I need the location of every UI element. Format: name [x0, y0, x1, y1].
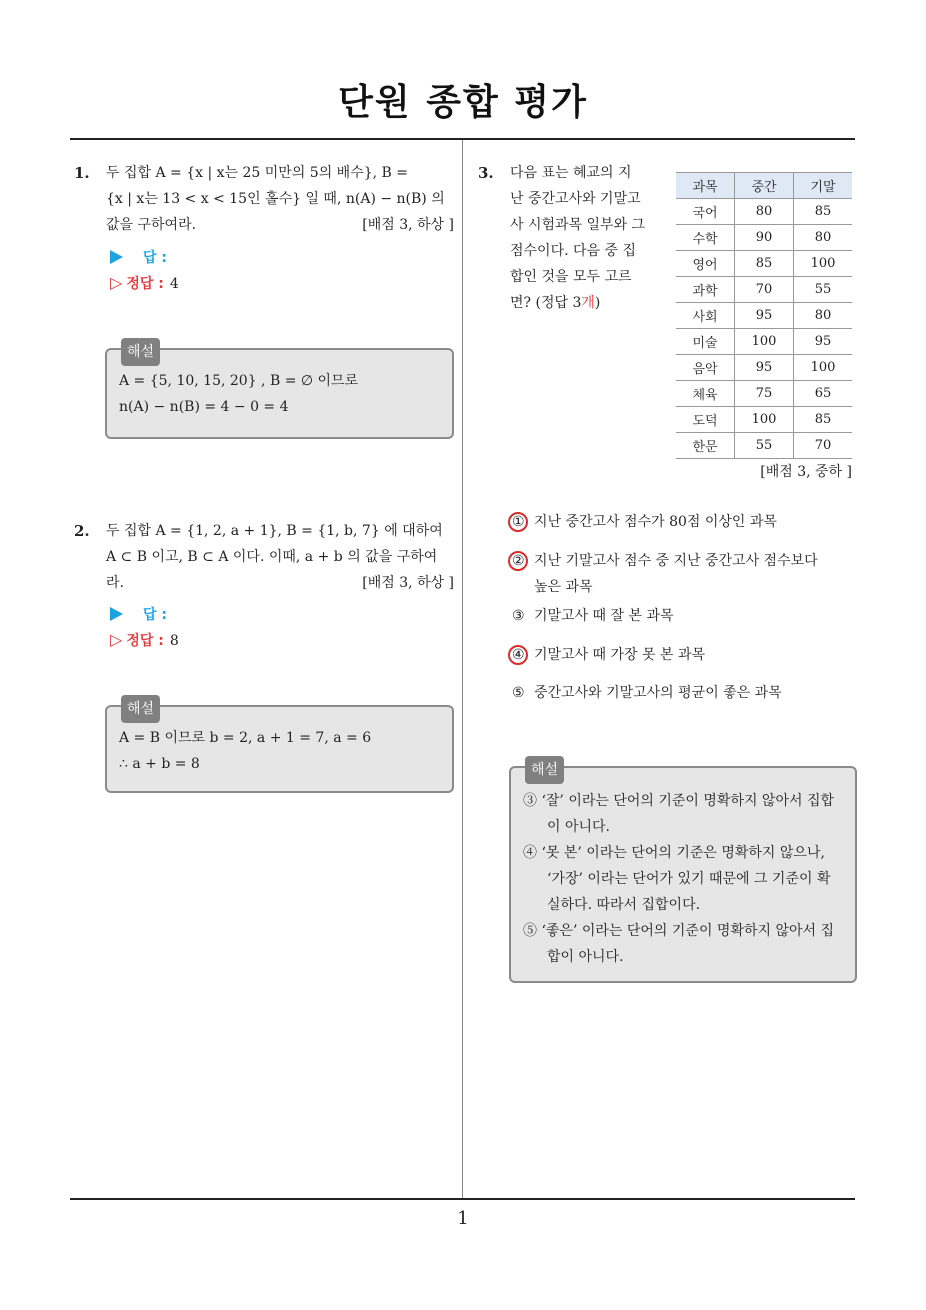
- table-cell: 85: [794, 199, 853, 225]
- table-row: [676, 251, 852, 277]
- choice-text: 지난 중간고사 점수가 80점 이상인 과목: [534, 514, 777, 530]
- table-cell: 75: [735, 381, 794, 407]
- solution-tag: 해설: [121, 338, 160, 366]
- play-icon: [110, 607, 123, 621]
- solution-tag: 해설: [525, 756, 564, 784]
- choice-mark: ④: [512, 642, 534, 668]
- problem-3-line: 사 시험과목 일부와 그: [510, 217, 646, 233]
- solution-item: ③ ‘잘’ 이라는 단어의 기준이 명확하지 않아서 집합이 아니다.: [523, 793, 835, 835]
- table-cell: 70: [794, 433, 853, 459]
- problem-3-meta: [배점 3, 중하 ]: [760, 464, 852, 480]
- problem-2-line: 두 집합 A = {1, 2, a + 1}, B = {1, b, 7} 에 대하여: [106, 523, 443, 539]
- problem-1-number: 1.: [74, 164, 90, 182]
- column-divider: [462, 140, 463, 1198]
- table-cell: 영어: [676, 251, 735, 277]
- problem-2-solution: [105, 701, 454, 793]
- choice-3[interactable]: [512, 603, 674, 629]
- problem-2-text: [106, 518, 454, 596]
- table-cell: 95: [735, 355, 794, 381]
- choice-5[interactable]: [512, 680, 782, 706]
- answer-label: 답 :: [143, 250, 167, 266]
- solution-line: A = B 이므로 b = 2, a + 1 = 7, a = 6: [119, 730, 372, 746]
- table-cell: 55: [735, 433, 794, 459]
- problem-3-line-suffix: ): [594, 295, 601, 311]
- problem-3-text: [510, 160, 660, 316]
- page-number: 1: [457, 1208, 469, 1229]
- choice-4[interactable]: [512, 642, 705, 668]
- answer-label: 답 :: [143, 607, 167, 623]
- choice-mark: ②: [512, 548, 534, 574]
- problem-2-meta: [배점 3, 하상 ]: [362, 575, 454, 591]
- correct-value: 8: [169, 633, 179, 649]
- correct-label: 정답 :: [126, 633, 164, 649]
- table-cell: 사회: [676, 303, 735, 329]
- table-header-row: [676, 173, 852, 199]
- table-cell: 100: [735, 329, 794, 355]
- table-header: 과목: [676, 173, 735, 199]
- correct-label: 정답 :: [126, 276, 164, 292]
- problem-3-count-accent: 개: [581, 295, 595, 311]
- problem-1-text: [106, 160, 454, 238]
- problem-3-line: 다음 표는 혜교의 지: [510, 165, 632, 181]
- correct-value: 4: [169, 276, 179, 292]
- table-cell: 65: [794, 381, 853, 407]
- play-icon: [110, 250, 123, 264]
- table-header: 기말: [794, 173, 853, 199]
- bottom-rule: [70, 1198, 855, 1200]
- choice-text: 기말고사 때 가장 못 본 과목: [534, 647, 706, 663]
- table-cell: 100: [735, 407, 794, 433]
- choice-text: 지난 기말고사 점수 중 지난 중간고사 점수보다: [534, 553, 818, 569]
- choice-mark: ③: [512, 608, 525, 624]
- score-table: [676, 172, 852, 459]
- table-row: [676, 303, 852, 329]
- problem-2-line: A ⊂ B 이고, B ⊂ A 이다. 이때, a + b 의 값을 구하여: [106, 549, 438, 565]
- solution-line: A = {5, 10, 15, 20} , B = ∅ 이므로: [119, 373, 359, 389]
- table-cell: 수학: [676, 225, 735, 251]
- table-cell: 과학: [676, 277, 735, 303]
- solution-line: ∴ a + b = 8: [119, 756, 200, 772]
- problem-3-line: 난 중간고사와 기말고: [510, 191, 641, 207]
- choice-text-cont: 높은 과목: [534, 579, 593, 595]
- problem-2-correct-row: [110, 630, 179, 650]
- problem-3-line-last: [510, 290, 660, 316]
- problem-2-line-last: [106, 570, 454, 596]
- solution-tag: 해설: [121, 695, 160, 723]
- solution-item: ⑤ ‘좋은’ 이라는 단어의 기준이 명확하지 않아서 집합이 아니다.: [523, 923, 835, 965]
- table-cell: 85: [794, 407, 853, 433]
- problem-2-line: 라.: [106, 575, 124, 591]
- choice-text: 기말고사 때 잘 본 과목: [534, 608, 674, 624]
- table-cell: 음악: [676, 355, 735, 381]
- problem-3-line: 점수이다. 다음 중 집: [510, 243, 636, 259]
- problem-1-correct-row: [110, 273, 179, 293]
- problem-3-line-prefix: 면? (정답 3: [510, 295, 582, 311]
- table-row: [676, 355, 852, 381]
- problem-1-line: 값을 구하여라.: [106, 217, 197, 233]
- table-cell: 80: [735, 199, 794, 225]
- table-row: [676, 381, 852, 407]
- problem-1-meta: [배점 3, 하상 ]: [362, 217, 454, 233]
- table-cell: 한문: [676, 433, 735, 459]
- problem-1-solution: [105, 344, 454, 439]
- problem-2-number: 2.: [74, 522, 90, 540]
- table-cell: 95: [735, 303, 794, 329]
- table-cell: 체육: [676, 381, 735, 407]
- table-row: [676, 225, 852, 251]
- table-row: [676, 407, 852, 433]
- table-cell: 미술: [676, 329, 735, 355]
- page-title: 단원 종합 평가: [338, 82, 588, 123]
- triangle-outline-icon: ▷: [110, 630, 123, 649]
- table-cell: 국어: [676, 199, 735, 225]
- table-cell: 100: [794, 251, 853, 277]
- choice-1[interactable]: [512, 509, 777, 535]
- problem-3-line: 합인 것을 모두 고르: [510, 269, 632, 285]
- problem-1-answer-row: [110, 247, 167, 267]
- table-cell: 85: [735, 251, 794, 277]
- choice-mark: ①: [512, 509, 534, 535]
- problem-1-line-last: [106, 212, 454, 238]
- table-cell: 95: [794, 329, 853, 355]
- table-cell: 80: [794, 303, 853, 329]
- solution-item: ④ ‘못 본’ 이라는 단어의 기준은 명확하지 않으나, ‘가장’ 이라는 단어가 있기 때문에 그 기준이 확실하다. 따라서 집합이다.: [523, 845, 831, 913]
- problem-2-answer-row: [110, 604, 167, 624]
- table-cell: 55: [794, 277, 853, 303]
- table-cell: 90: [735, 225, 794, 251]
- choice-mark: ⑤: [512, 685, 525, 701]
- problem-3-solution: [509, 762, 857, 983]
- table-header: 중간: [735, 173, 794, 199]
- choice-text: 중간고사와 기말고사의 평균이 좋은 과목: [534, 685, 782, 701]
- choice-2[interactable]: [512, 548, 818, 600]
- table-cell: 80: [794, 225, 853, 251]
- table-row: [676, 433, 852, 459]
- problem-1-line: {x | x는 13 < x < 15인 홀수} 일 때, n(A) − n(B) 의: [106, 191, 445, 207]
- problem-1-line: 두 집합 A = {x | x는 25 미만의 5의 배수}, B =: [106, 165, 408, 181]
- solution-line: n(A) − n(B) = 4 − 0 = 4: [119, 399, 289, 415]
- triangle-outline-icon: ▷: [110, 273, 123, 292]
- table-cell: 100: [794, 355, 853, 381]
- table-row: [676, 277, 852, 303]
- table-row: [676, 199, 852, 225]
- table-cell: 도덕: [676, 407, 735, 433]
- problem-3-number: 3.: [478, 164, 494, 182]
- table-row: [676, 329, 852, 355]
- table-cell: 70: [735, 277, 794, 303]
